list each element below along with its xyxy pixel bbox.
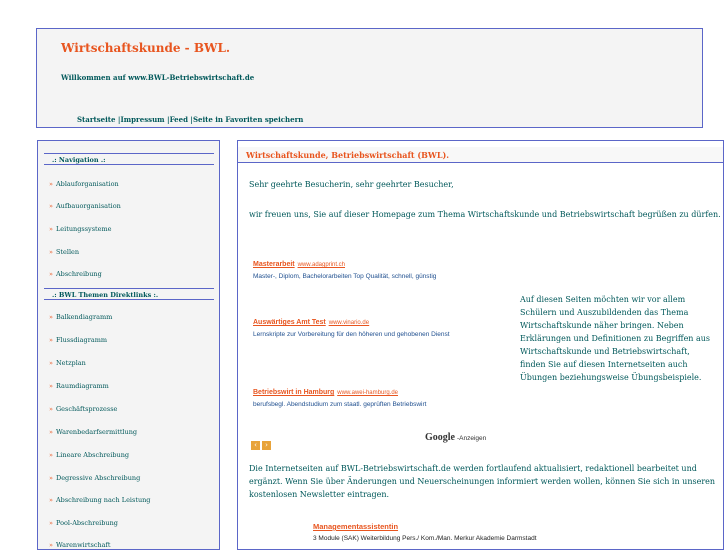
sidebar-item-label: Abschreibung bbox=[55, 270, 102, 278]
ad-navigation bbox=[251, 432, 273, 451]
arrow-icon: » bbox=[49, 496, 53, 504]
page-header bbox=[36, 28, 703, 128]
sidebar-item-warenwirtschaft[interactable] bbox=[49, 541, 111, 549]
greeting-text: Sehr geehrte Besucherin, sehr geehrter Besucher, bbox=[249, 180, 454, 189]
nav-link-impressum[interactable]: Impressum bbox=[120, 115, 165, 124]
sidebar-item-label: Warenbedarfsermittlung bbox=[55, 428, 138, 436]
sidebar-item-label: Ablauforganisation bbox=[55, 180, 119, 188]
sidebar-item-label: Warenwirtschaft bbox=[55, 541, 111, 549]
ad-title: Betriebswirt in Hamburg bbox=[253, 389, 335, 396]
ad-title: Masterarbeit bbox=[253, 261, 295, 268]
chevron-right-icon[interactable]: › bbox=[262, 441, 271, 450]
arrow-icon: » bbox=[49, 405, 53, 413]
sidebar-item-label: Raumdiagramm bbox=[55, 382, 109, 390]
sidebar-item-label: Stellen bbox=[55, 248, 80, 256]
ad-link-auswaertiges-amt[interactable] bbox=[253, 319, 369, 326]
ad-link-masterarbeit[interactable] bbox=[253, 261, 345, 268]
sidebar-heading-themen: .: BWL Themen Direktlinks :. bbox=[44, 288, 214, 300]
sidebar-item-lineare-abschreibung[interactable] bbox=[49, 451, 129, 459]
google-ads-label[interactable] bbox=[425, 432, 486, 443]
arrow-icon: » bbox=[49, 202, 53, 210]
arrow-icon: » bbox=[49, 248, 53, 256]
arrow-icon: » bbox=[49, 270, 53, 278]
sidebar-item-aufbauorganisation[interactable] bbox=[49, 202, 121, 210]
ad-url: www.awei-hamburg.de bbox=[337, 390, 398, 396]
sidebar-item-label: Netzplan bbox=[55, 359, 86, 367]
page-title: Wirtschaftskunde, Betriebswirtschaft (BWL). bbox=[246, 150, 450, 160]
sidebar-item-abschreibung-leistung[interactable] bbox=[49, 496, 150, 504]
arrow-icon: » bbox=[49, 180, 53, 188]
sidebar-item-label: Degressive Abschreibung bbox=[55, 474, 141, 482]
google-logo: Google bbox=[425, 432, 455, 443]
arrow-icon: » bbox=[49, 382, 53, 390]
sidebar-item-warenbedarfsermittlung[interactable] bbox=[49, 428, 137, 436]
sidebar-item-leitungssysteme[interactable] bbox=[49, 225, 112, 233]
ad-url: www.adagprint.ch bbox=[297, 262, 345, 268]
ad-link-betriebswirt-hamburg[interactable] bbox=[253, 389, 398, 396]
nav-link-feed[interactable]: Feed bbox=[169, 115, 188, 124]
sidebar-item-label: Flussdiagramm bbox=[55, 336, 108, 344]
sidebar-item-label: Balkendiagramm bbox=[55, 313, 113, 321]
arrow-icon: » bbox=[49, 225, 53, 233]
nav-separator: | bbox=[164, 115, 170, 124]
arrow-icon: » bbox=[49, 451, 53, 459]
sidebar-item-flussdiagramm[interactable] bbox=[49, 336, 107, 344]
sidebar-item-label: Aufbauorganisation bbox=[55, 202, 121, 210]
sidebar-item-netzplan[interactable] bbox=[49, 359, 86, 367]
sidebar-heading-navigation: .: Navigation .: bbox=[44, 153, 214, 165]
sidebar-item-label: Abschreibung nach Leistung bbox=[55, 496, 151, 504]
side-text: Auf diesen Seiten möchten wir vor allem Schülern und Auszubildenden das Thema Wirtschaftskunde näher bringen. Neben Erklärungen und Definitionen zu Begriffen aus Wirtschaftskunde und Betriebswirtschaft, finden Sie auf diesen Internetseiten auch Übungen beziehungsweise Übungsbeispiele. bbox=[520, 295, 711, 382]
sidebar-item-label: Pool-Abschreibung bbox=[55, 519, 118, 527]
sidebar-item-degressive-abschreibung[interactable] bbox=[49, 474, 140, 482]
sidebar-item-raumdiagramm[interactable] bbox=[49, 382, 109, 390]
nav-link-favoriten[interactable]: Seite in Favoriten speichern bbox=[192, 115, 304, 124]
nav-separator: | bbox=[115, 115, 121, 124]
arrow-icon: » bbox=[49, 541, 53, 549]
ad-url: www.vinario.de bbox=[328, 320, 370, 326]
nav-separator: | bbox=[187, 115, 193, 124]
chevron-left-icon[interactable]: ‹ bbox=[251, 441, 260, 450]
ad-description: berufsbegl. Abendstudium zum staatl. geprüften Betriebswirt bbox=[253, 401, 427, 408]
nav-link-startseite[interactable]: Startseite bbox=[77, 115, 116, 124]
sidebar-item-stellen[interactable] bbox=[49, 248, 79, 256]
sidebar-item-pool-abschreibung[interactable] bbox=[49, 519, 118, 527]
site-title: Wirtschaftskunde - BWL. bbox=[61, 41, 231, 55]
update-text: Die Internetseiten auf BWL-Betriebswirtschaft.de werden fortlaufend aktualisiert, redaktionell bearbeitet und ergänzt. Wenn Sie über Änderungen und Neuerscheinungen informiert werden wollen, können Sie sich in unseren kostenlosen Newsletter eintragen. bbox=[249, 464, 716, 499]
ad-description: Master-, Diplom, Bachelorarbeiten Top Qualität, schnell, günstig bbox=[253, 273, 437, 280]
anzeigen-label: -Anzeigen bbox=[457, 435, 487, 442]
arrow-icon: » bbox=[49, 519, 53, 527]
arrow-icon: » bbox=[49, 428, 53, 436]
sidebar-item-label: Lineare Abschreibung bbox=[55, 451, 130, 459]
sidebar-item-ablauforganisation[interactable] bbox=[49, 180, 119, 188]
top-navigation bbox=[77, 115, 303, 124]
intro-text: wir freuen uns, Sie auf dieser Homepage zum Thema Wirtschaftskunde und Betriebswirtschaft begrüßen zu dürfen. bbox=[249, 210, 721, 219]
main-content bbox=[237, 140, 724, 550]
sidebar-item-balkendiagramm[interactable] bbox=[49, 313, 112, 321]
ad-description: Lernskripte zur Vorbereitung für den höheren und gehobenen Dienst bbox=[253, 331, 450, 338]
arrow-icon: » bbox=[49, 359, 53, 367]
ad-description: 3 Module (SAK) Weiterbildung Pers./ Kom./Man. Merkur Akademie Darmstadt bbox=[313, 535, 537, 542]
sidebar-item-label: Leitungssysteme bbox=[55, 225, 112, 233]
ad-link-managementassistentin[interactable]: Managementassistentin bbox=[313, 522, 399, 531]
welcome-text: Willkommen auf www.BWL-Betriebswirtschaft.de bbox=[61, 73, 255, 82]
arrow-icon: » bbox=[49, 313, 53, 321]
sidebar-item-label: Geschäftsprozesse bbox=[55, 405, 118, 413]
sidebar bbox=[37, 140, 220, 550]
arrow-icon: » bbox=[49, 336, 53, 344]
sidebar-item-abschreibung[interactable] bbox=[49, 270, 102, 278]
main-heading-bar bbox=[238, 147, 723, 163]
sidebar-item-geschaeftsprozesse[interactable] bbox=[49, 405, 117, 413]
ad-title: Auswärtiges Amt Test bbox=[253, 319, 326, 326]
arrow-icon: » bbox=[49, 474, 53, 482]
